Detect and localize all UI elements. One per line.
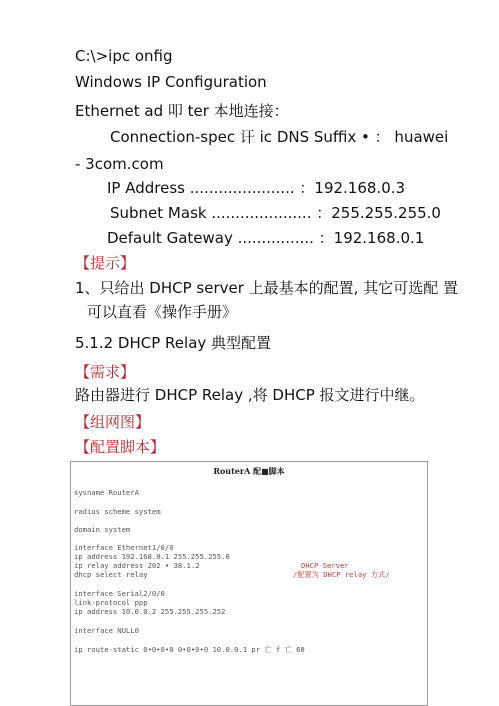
dns-suffix-line: Connection-spec 讦 ic DNS Suffix • ： huawei bbox=[110, 128, 449, 146]
config-line-radius: radius scheme system bbox=[74, 507, 161, 516]
tip-text-line-2: 可以直看《操作手册》 bbox=[87, 303, 238, 321]
config-line-interface-ser: interface Serial2/0/0 bbox=[74, 589, 165, 598]
tip-label: 【提示】 bbox=[75, 254, 136, 272]
dns-suffix-continuation: - 3com.com bbox=[75, 155, 164, 173]
ipconfig-command: C:\>ipc onfig bbox=[75, 47, 173, 65]
requirement-label: 【需求】 bbox=[75, 363, 136, 381]
tip-text-line-1: 1、只给出 DHCP server 上最基本的配置, 其它可选配 置 bbox=[75, 279, 458, 297]
config-line-sysname: sysname RouterA bbox=[74, 488, 139, 497]
config-script-box bbox=[70, 461, 428, 706]
config-line-ip-address-ser: ip address 10.0.0.2 255.255.255.252 bbox=[74, 607, 226, 616]
dhcp-server-note: DHCP Server bbox=[301, 561, 349, 570]
topology-label: 【组网图】 bbox=[75, 413, 151, 431]
windows-ip-config-heading: Windows IP Configuration bbox=[75, 73, 267, 91]
section-title: 5.1.2 DHCP Relay 典型配置 bbox=[75, 334, 272, 352]
config-line-route-static: ip route-static 0•0•0•0 0•0•0•0 10.0.0.1 pr 亡 f 亡 60 bbox=[74, 645, 305, 654]
subnet-mask-line: Subnet Mask ..................... ：255.255.255.0 bbox=[110, 204, 441, 222]
ethernet-adapter-heading: Ethernet ad 叩 ter 本地连接： bbox=[75, 102, 289, 120]
config-script-label: 【配置脚本】 bbox=[75, 438, 166, 456]
config-line-ip-relay: ip relay address 202 • 38.1.2 bbox=[74, 561, 200, 570]
config-line-interface-eth: interface Ethernet1/0/0 bbox=[74, 543, 174, 552]
default-gateway-line: Default Gateway ................ ：192.168.0.1 bbox=[107, 229, 425, 247]
requirement-text: 路由器进行 DHCP Relay ,将 DHCP 报文进行中继。 bbox=[75, 386, 425, 404]
dhcp-relay-note: /配置为 DHCP relay 方式/ bbox=[293, 570, 390, 579]
config-line-link-protocol: link-protocol ppp bbox=[74, 598, 148, 607]
config-line-dhcp-select: dhcp select relay bbox=[74, 570, 148, 579]
config-line-interface-null: interface NULL0 bbox=[74, 626, 139, 635]
ip-address-line: IP Address ...................... ：192.168.0.3 bbox=[107, 179, 406, 197]
config-line-domain: domain system bbox=[74, 525, 131, 534]
config-line-ip-address-eth: ip address 192.168.0.1 255.255.255.0 bbox=[74, 552, 230, 561]
config-box-title: RouterA 配■脚本 bbox=[213, 466, 285, 476]
